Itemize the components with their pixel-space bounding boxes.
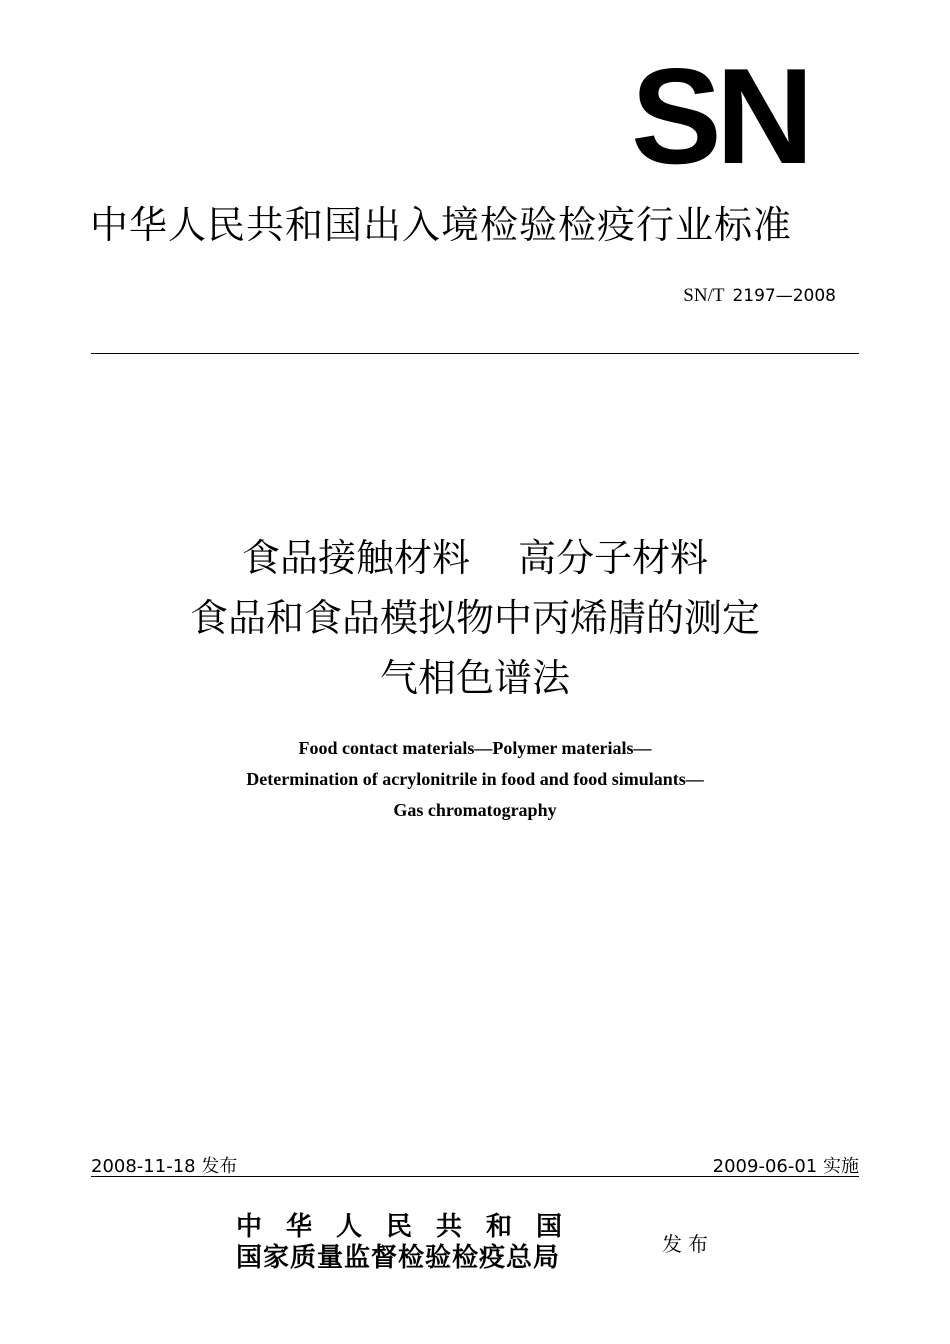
top-divider — [91, 353, 859, 354]
issuer-line1: 中华人民共和国 — [236, 1212, 587, 1242]
standard-prefix: SN/T — [683, 285, 725, 306]
bottom-divider — [91, 1176, 859, 1177]
en-title-line1: Food contact materials—Polymer materials— — [298, 738, 652, 758]
cn-title-line1-part1: 食品接触材料 — [241, 536, 470, 580]
cn-title-line1 — [0, 527, 950, 589]
issue-date: 2008-11-18 发布 — [91, 1156, 238, 1177]
standard-code: 2197—2008 — [732, 286, 836, 306]
cn-title-line1-part2: 高分子材料 — [518, 536, 709, 580]
standard-number — [683, 285, 836, 307]
issuer-line2: 国家质量监督检验检疫总局 — [236, 1243, 561, 1273]
en-title-line2: Determination of acrylonitrile in food and food simulants— — [246, 769, 704, 789]
issuing-authority — [236, 1212, 586, 1274]
cn-title-line3: 气相色谱法 — [379, 656, 570, 700]
en-title-line3: Gas chromatography — [393, 800, 557, 820]
publish-label: 发布 — [662, 1232, 714, 1256]
industry-standard-title: 中华人民共和国出入境检验检疫行业标准 — [90, 203, 793, 247]
cn-title-line2: 食品和食品模拟物中丙烯腈的测定 — [189, 596, 760, 640]
sn-logo: SN — [631, 40, 808, 192]
effective-date: 2009-06-01 实施 — [712, 1156, 859, 1177]
